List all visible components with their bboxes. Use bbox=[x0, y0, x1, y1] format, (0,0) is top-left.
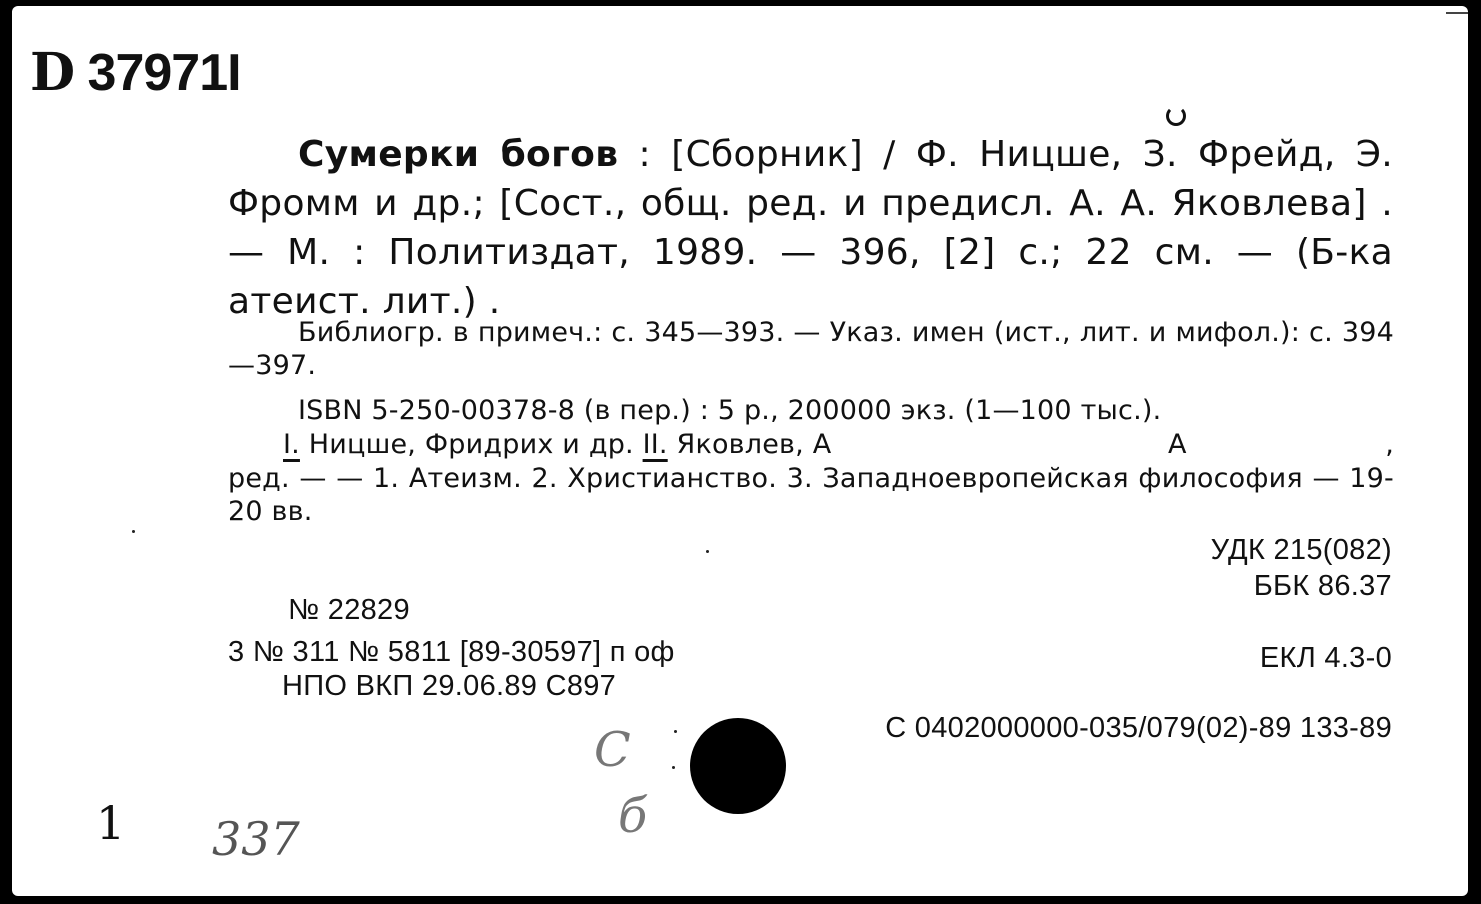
tracing-2-initial: А bbox=[1168, 429, 1187, 460]
ekl-code: ЕКЛ 4.3-0 bbox=[1259, 642, 1392, 674]
breve-mark bbox=[1166, 106, 1186, 126]
publisher-code: С 0402000000-035/079(02)-89 133-89 bbox=[885, 712, 1392, 744]
tracings-line bbox=[228, 428, 1394, 461]
speck bbox=[674, 730, 677, 733]
udk-code: УДК 215(082) bbox=[1210, 534, 1392, 566]
tracing-numeral-1: I. bbox=[283, 429, 300, 460]
handwritten-letter-b: б bbox=[618, 788, 648, 844]
book-title: Сумерки богов bbox=[298, 134, 619, 175]
catalog-card bbox=[12, 6, 1468, 896]
call-number-rest: 37971I bbox=[74, 44, 241, 102]
tracing-2: Яковлев, А bbox=[667, 429, 832, 460]
isbn-line: ISBN 5-250-00378-8 (в пер.) : 5 р., 200000 экз. (1—100 тыс.). bbox=[298, 395, 1162, 426]
handwritten-number: 337 bbox=[212, 812, 300, 866]
tracing-numeral-2: II. bbox=[642, 429, 668, 460]
tracing-1: Ницше, Фридрих и др. bbox=[299, 429, 643, 460]
speck bbox=[132, 530, 135, 533]
order-number: № 22829 bbox=[288, 594, 410, 626]
bibliography-note: Библиогр. в примеч.: с. 345—393. — Указ. имен (ист., лит. и мифол.): с. 394—397. bbox=[228, 317, 1394, 381]
speck bbox=[672, 766, 675, 769]
call-number bbox=[30, 42, 241, 103]
tracing-2-comma: , bbox=[1385, 429, 1394, 460]
subject-headings: ред. — — 1. Атеизм. 2. Христианство. 3. Западноевропейская философия — 19-20 вв. bbox=[228, 463, 1394, 527]
handwritten-mark-left: 1 bbox=[96, 796, 126, 850]
handwritten-letter-c: С bbox=[594, 722, 631, 778]
order-details: 3 № 311 № 5811 [89-30597] п оф bbox=[228, 636, 675, 668]
corner-scratch bbox=[1446, 12, 1468, 14]
printing-details: НПО ВКП 29.06.89 С897 bbox=[282, 670, 617, 702]
entry-description: : [Сборник] / Ф. Ницше, З. Фрейд, Э. Фромм и др.; [Сост., общ. ред. и предисл. А. А. Яковлева] . — М. : Политиздат, 1989. — 396, [2] с.; 22 см. — (Б-ка атеист. лит.) . bbox=[228, 134, 1394, 322]
bibliographic-entry bbox=[228, 130, 1393, 326]
speck bbox=[706, 550, 709, 553]
bbk-code: ББК 86.37 bbox=[1253, 570, 1392, 602]
punched-hole-stamp bbox=[690, 718, 786, 814]
call-number-lead: D bbox=[30, 42, 75, 103]
